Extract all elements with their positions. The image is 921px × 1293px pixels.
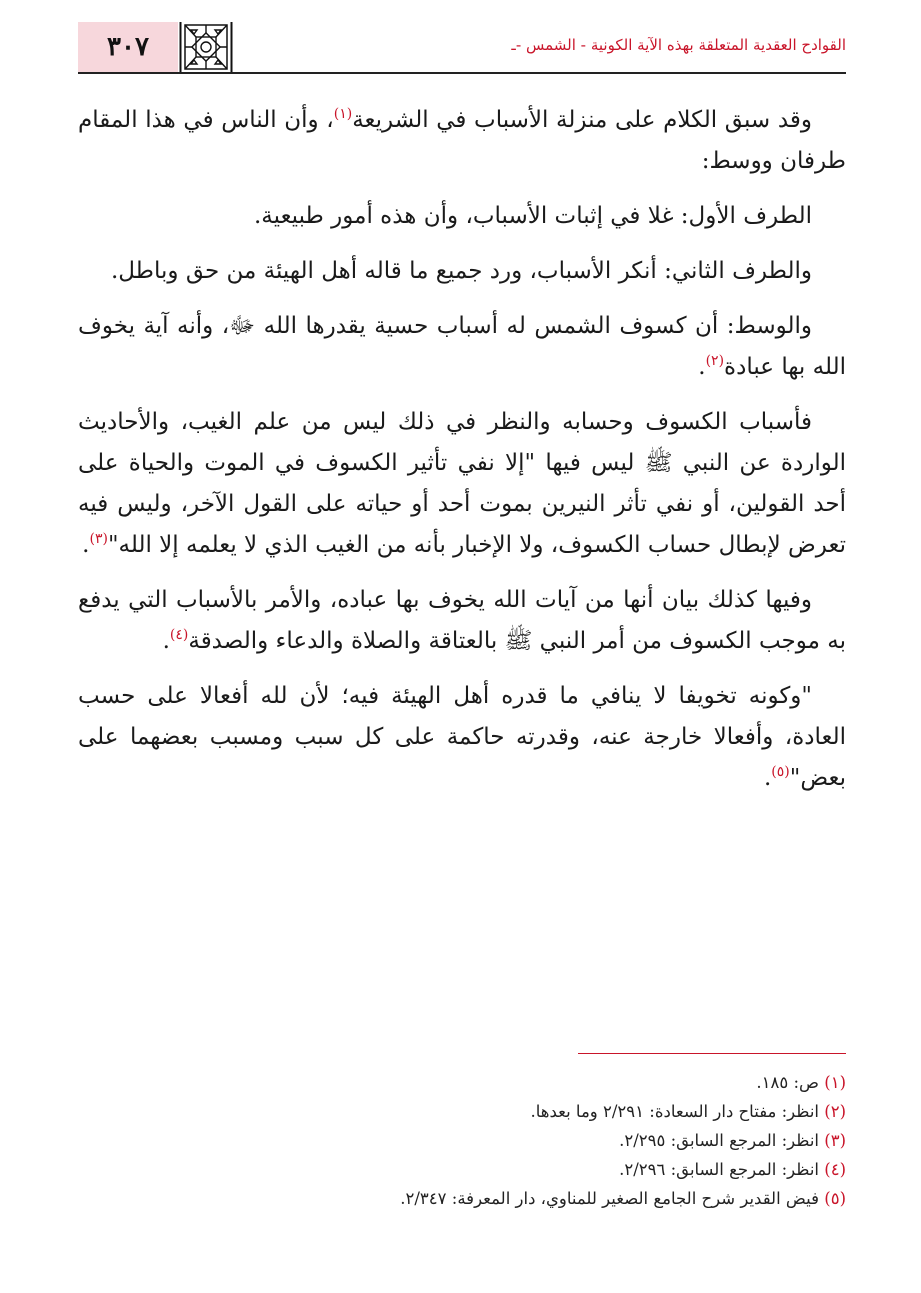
footnote-item [78, 1126, 846, 1155]
footnote-ref[interactable]: (٤) [169, 627, 189, 643]
footnote-ref[interactable]: (٣) [89, 531, 108, 547]
footnote-text: انظر: المرجع السابق: ٢/٢٩٦. [619, 1160, 819, 1179]
paragraph [78, 251, 846, 292]
paragraph [78, 580, 846, 662]
paragraph-text: فأسباب الكسوف وحسابه والنظر في ذلك ليس من علم الغيب، والأحاديث الواردة عن النبي ﷺ ليس فيها "إلا نفي تأثير الكسوف في الموت والحياة على أحد القولين، أو نفي تأثر النيرين بموت أحد أو حياته على القول الآخر، وليس فيه تعرض لإبطال حساب الكسوف، ولا الإخبار بأنه من الغيب الذي لا يعلمه إلا الله" [78, 409, 846, 558]
footnote-text: فيض القدير شرح الجامع الصغير للمناوي، دار المعرفة: ٢/٣٤٧. [400, 1189, 819, 1208]
footnote-ref[interactable]: (٥) [771, 764, 790, 780]
footnote-item [78, 1097, 846, 1126]
page-number: ٣٠٧ [107, 32, 149, 62]
page-number-box [78, 22, 178, 72]
footnote-number: (٤) [824, 1160, 846, 1179]
paragraph-text: والطرف الثاني: أنكر الأسباب، ورد جميع ما قاله أهل الهيئة من حق وباطل. [110, 258, 812, 284]
paragraph-text: ، وأن الناس في هذا المقام طرفان ووسط: [78, 107, 846, 174]
footnote-number: (١) [824, 1073, 846, 1092]
paragraph [78, 402, 846, 566]
paragraph-text: الطرف الأول: غلا في إثبات الأسباب، وأن هذه أمور طبيعية. [254, 203, 812, 229]
footnote-separator [578, 1053, 846, 1054]
paragraph-text: . [698, 354, 706, 380]
page-header [78, 22, 846, 72]
paragraph-text: وفيها كذلك بيان أنها من آيات الله يخوف بها عباده، والأمر بالأسباب التي يدفع به موجب الكسوف من أمر النبي ﷺ بالعتاقة والصلاة والدعاء والصدقة [78, 587, 846, 654]
footnote-item [78, 1155, 846, 1184]
paragraph-text: . [763, 765, 772, 791]
footnote-text: انظر: مفتاح دار السعادة: ٢/٢٩١ وما بعدها. [530, 1102, 819, 1121]
paragraph-text: "وكونه تخويفا لا ينافي ما قدره أهل الهيئة فيه؛ لأن لله أفعالا على حسب العادة، وأفعالا خارجة عنه، وقدرته حاكمة على كل سبب ومسبب بعضهما على بعض" [78, 683, 846, 791]
footnote-item [78, 1184, 846, 1213]
header-rule [78, 72, 846, 74]
paragraph-text: والوسط: أن كسوف الشمس له أسباب حسية يقدرها الله ﷻ، وأنه آية يخوف الله بها عبادة [78, 313, 846, 380]
paragraph-text: وقد سبق الكلام على منزلة الأسباب في الشريعة [352, 107, 812, 133]
footnote-text: انظر: المرجع السابق: ٢/٢٩٥. [619, 1131, 819, 1150]
paragraph-text: . [82, 532, 90, 558]
footnote-number: (٢) [824, 1102, 846, 1121]
footnote-number: (٣) [824, 1131, 846, 1150]
paragraph [78, 676, 846, 799]
running-head: القوادح العقدية المتعلقة بهذه الآية الكونية - الشمس -ـ [511, 36, 846, 54]
footnote-item [78, 1068, 846, 1097]
geometric-star-ornament-icon [179, 22, 233, 72]
paragraph [78, 306, 846, 388]
paragraph-text: . [162, 628, 170, 654]
footnote-number: (٥) [824, 1189, 846, 1208]
footnotes [78, 1068, 846, 1213]
paragraph [78, 196, 846, 237]
footnote-ref[interactable]: (١) [333, 106, 353, 122]
footnote-ref[interactable]: (٢) [705, 353, 725, 369]
main-text [78, 100, 846, 813]
paragraph [78, 100, 846, 182]
footnote-text: ص: ١٨٥. [756, 1073, 819, 1092]
